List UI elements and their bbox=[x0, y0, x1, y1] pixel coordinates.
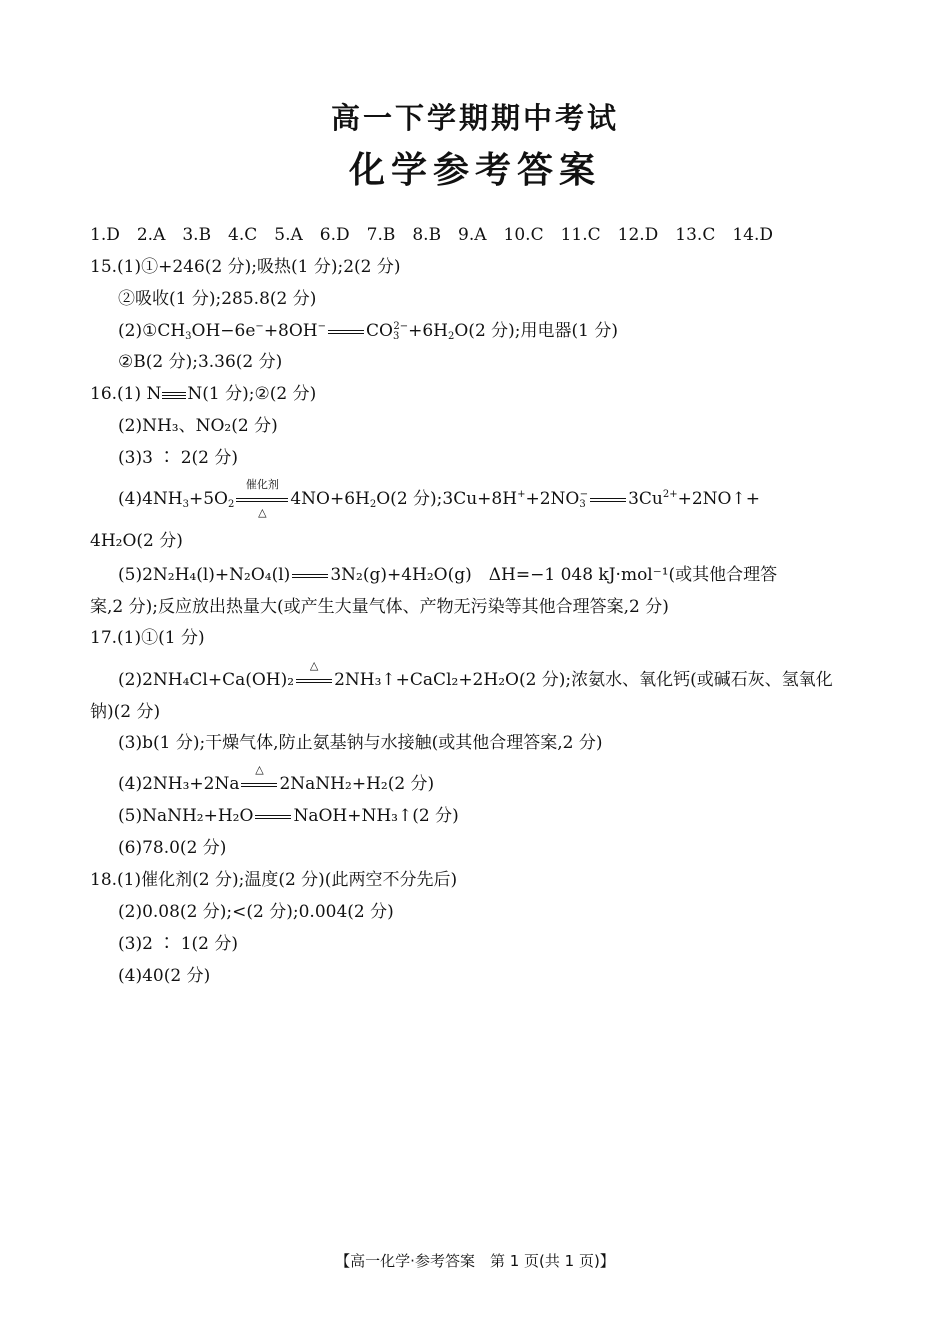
q17-line3: 钠)(2 分) bbox=[90, 702, 161, 722]
q18-line2: (2)0.08(2 分);<(2 分);0.004(2 分) bbox=[118, 902, 394, 922]
q16-line7: 案,2 分);反应放出热量大(或产生大量气体、产物无污染等其他合理答案,2 分) bbox=[90, 597, 669, 617]
q15-line2: ②吸收(1 分);285.8(2 分) bbox=[118, 289, 317, 309]
q15-line4: ②B(2 分);3.36(2 分) bbox=[118, 352, 283, 372]
page-footer: 【高一化学·参考答案 第 1 页(共 1 页)】 bbox=[335, 1252, 615, 1270]
q16-line5: 4H₂O(2 分) bbox=[90, 531, 183, 551]
q18-line1: 18.(1)催化剂(2 分);温度(2 分)(此两空不分先后) bbox=[90, 870, 458, 890]
title-line2: 化学参考答案 bbox=[348, 150, 601, 191]
q17-line2: (2)2NH₄Cl+Ca(OH)₂ △ 2NH₃↑+CaCl₂+2H₂O(2 分);浓氨水、氧化钙(或碱石灰、氢氧化 bbox=[118, 659, 833, 690]
q18-line3: (3)2 ∶ 1(2 分) bbox=[118, 934, 239, 954]
q17-line7: (6)78.0(2 分) bbox=[118, 838, 227, 858]
q16-line4: $(4)4NH_3+5O_2$ 催化剂 △ $4NO+6H_2O(2$ 分)$;3Cu+8H^++2NO_3^-$ $3Cu^{2+}+2NO↑+$ bbox=[118, 478, 760, 519]
choice-answers: 1.D 2.A 3.B 4.C 5.A 6.D 7.B 8.B 9.A 10.C 11.C 12.D 13.C 14.D bbox=[90, 225, 774, 245]
q17-line5: (4)2NH₃+2Na △ 2NaNH₂+H₂(2 分) bbox=[118, 763, 435, 794]
q16-line2: (2)NH₃、NO₂(2 分) bbox=[118, 416, 278, 436]
q16-line3: (3)3 ∶ 2(2 分) bbox=[118, 448, 239, 468]
q17-line1: 17.(1)①(1 分) bbox=[90, 628, 205, 648]
q15-line1: 15.(1)①+246(2 分);吸热(1 分);2(2 分) bbox=[90, 257, 401, 277]
q18-line4: (4)40(2 分) bbox=[118, 966, 211, 986]
q17-line6: (5)NaNH₂+H₂O NaOH+NH₃↑(2 分) bbox=[118, 806, 459, 826]
q16-line6: (5)2N₂H₄(l)+N₂O₄(l) 3N₂(g)+4H₂O(g) ΔH=−1 048 kJ·mol⁻¹(或其他合理答 bbox=[118, 565, 778, 585]
title-line1: 高一下学期期中考试 bbox=[330, 101, 619, 135]
q16-line1: 16.(1) N N(1 分);②(2 分) bbox=[90, 384, 317, 404]
q15-line3: $(2)①CH_3OH-6e^-+8OH^-$ $CO_3^{2-}+6H_2O(2$ 分);用电器(1 分) bbox=[118, 321, 619, 342]
q17-line4: (3)b(1 分);干燥气体,防止氨基钠与水接触(或其他合理答案,2 分) bbox=[118, 733, 603, 753]
